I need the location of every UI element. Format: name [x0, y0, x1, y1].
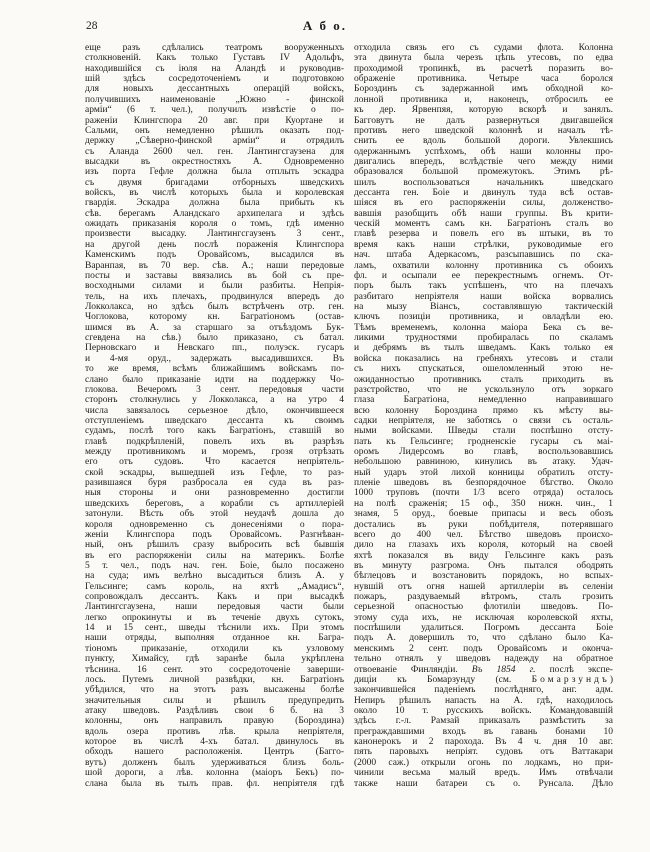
text-line: поръ былъ такъ успѣшенъ, что на плечахъ — [354, 281, 613, 292]
text-line: затонули. Вѣсть объ этой неудачѣ дошла до — [85, 509, 344, 520]
text-line: ными войсками. Шведы стали поспѣшно отсту- — [354, 426, 613, 437]
text-line: шведскихъ береговъ, а корабли съ артиллеріей — [85, 498, 344, 509]
text-line: одержаннымъ успѣхомъ, обѣ наши колонны про- — [354, 146, 613, 157]
running-head: А б о. — [302, 18, 348, 33]
text-line: образовался большой промежутокъ. Этимъ рѣ- — [354, 167, 613, 178]
text-line: на полѣ сраженія; 15 оф., 350 нижн. чин., 1 — [354, 498, 613, 509]
text-line: пленіе шведовъ въ безпорядочное бѣгство. Около — [354, 478, 613, 489]
text-line: дило на глазахъ ихъ короля, который на своей — [354, 540, 613, 551]
text-line: его отъ судовъ. Что касается непріятель- — [85, 457, 344, 468]
text-line: вавшія разобщить обѣ наши группы. Въ крити- — [354, 208, 613, 219]
text-line: сѣв. берегамъ Аландскаго архипелага и здѣсь — [85, 208, 344, 219]
text-line: здѣсь г.-л. Рамзай приказалъ размѣстить за — [354, 716, 613, 727]
text-line: Тѣмъ временемъ, колонна маіора Бека съ ве- — [354, 322, 613, 333]
text-line: женіи Клингспора подъ Оровайсомъ. Разгнѣван- — [85, 529, 344, 540]
text-line: сопровождалъ дессантъ. Какъ и при высадкѣ — [85, 592, 344, 603]
text-line: шилъ воспользоваться начальникъ шведскаго — [354, 177, 613, 188]
text-line: слано было приказаніе идти на поддержку Чо- — [85, 374, 344, 385]
text-line: обходъ нашего расположенія. Центръ (Багго- — [85, 747, 344, 758]
text-line: противъ него шведской колоннѣ и началъ тѣ- — [354, 125, 613, 136]
text-columns — [85, 43, 613, 789]
text-line: столкновеній. Какъ только Густавъ IV Адольфъ, — [85, 53, 344, 64]
text-segment: послѣ экспе- — [535, 664, 613, 675]
text-line: съ Аланда 2600 чел. ген. Лантингсгаузена для — [85, 146, 344, 157]
text-line: около 10 т. русскихъ войскъ. Командовавшій — [354, 706, 613, 716]
text-line: на другой день послѣ пораженія Клингспора — [85, 239, 344, 250]
text-line: разстройство, что не ускользнуло отъ зоркаго — [354, 384, 613, 395]
text-line: подъ А. довершилъ то, что сдѣлано было Ка- — [354, 633, 613, 644]
text-line: (2000 саж.) открыли огонь по лодкамъ, но при- — [354, 757, 613, 768]
text-line: Перновскаго и Невскаго пп., полуэск. гусаръ — [85, 343, 344, 354]
text-line: въ его распоряженіи силы на материкъ. Болѣе — [85, 550, 344, 561]
text-line: для новыхъ дессантныхъ операцій войскъ, — [85, 84, 344, 95]
text-line: войскъ, въ числѣ которыхъ была и королевская — [85, 188, 344, 199]
text-line: главѣ подкрѣпленій, повелъ ихъ въ разрѣзъ — [85, 436, 344, 447]
text-line: Варанпая, въ 70 вер. сѣв. А.; наши передовые — [85, 260, 344, 271]
text-line: серьезной опасностью флотиліи шведовъ. По- — [354, 602, 613, 613]
text-line: и 4-мя оруд., задержать высадившихся. Въ — [85, 353, 344, 364]
text-line: въ минуту разгрома. Онъ пытался ободрять — [354, 560, 613, 571]
text-line: легко опрокинуты и въ теченіе двухъ сутокъ, — [85, 612, 344, 623]
text-line: ный ударъ этой лихой конницы обратилъ отсту- — [354, 467, 613, 478]
text-line: пожаръ, раздуваемый вѣтромъ, сталъ грозить — [354, 592, 613, 603]
text-line: закончившейся паденіемъ послѣдняго, анг. адм. — [354, 685, 613, 696]
text-line: снить ее вдоль большой дороги. Увлекшись — [354, 136, 613, 147]
text-line: тѣснина. 16 сент. это сосредоточеніе заверши- — [85, 664, 344, 675]
text-line: нувшій отъ огня нашей артиллеріи въ селеніи — [354, 581, 613, 592]
text-line: колонны, онъ направилъ правую (Бороздина) — [85, 716, 344, 727]
text-line: отходила связь его съ судами флота. Колонна — [354, 43, 613, 53]
text-line — [354, 665, 613, 675]
text-line: 14 и 15 сент., шведы тѣснили ихъ. При этомъ — [85, 623, 344, 634]
text-line: бѣглецовъ и возстановить порядокъ, но вспых- — [354, 571, 613, 582]
text-line: высадки въ окрестностяхъ А. Одновременно — [85, 156, 344, 167]
text-line: держку „Сѣверно-финской арміи“ и отрядилъ — [85, 136, 344, 147]
text-line: эта двинута была черезъ цѣпь утесовъ, по едва — [354, 53, 613, 64]
text-line: вутъ) долженъ былъ удерживаться близъ боль- — [85, 757, 344, 768]
text-line: дессанта ген. Боіе и двинулъ туда всѣ остав- — [354, 188, 613, 199]
text-segment: отвоеваніе Финляндіи. — [354, 664, 472, 675]
text-line: атаку шведовъ. Раздѣливъ свои 6 б. на 3 — [85, 706, 344, 716]
text-line: знамя, 5 оруд., боевые припасы и весь обозъ — [354, 509, 613, 520]
text-line: между противникомъ и моремъ, грозя отрѣзать — [85, 447, 344, 458]
text-line: двигались впередъ, вслѣдствіе чего между ними — [354, 156, 613, 167]
text-line: менскимъ 2 сент. подъ Оровайсомъ и оконча- — [354, 643, 613, 654]
text-line: судамъ, послѣ того какъ Багратіонъ, ставшій во — [85, 426, 344, 437]
text-line: этому суда ихъ, не исключая королевской яхты, — [354, 612, 613, 623]
text-line: достались въ руки побѣдителя, потерявшаго — [354, 519, 613, 530]
text-line: ключъ позиціи противника, и овладѣли ею. — [354, 312, 613, 323]
text-line: убѣдился, что на этотъ разъ высажены болѣе — [85, 685, 344, 696]
text-line: шой дороги, а лѣв. колонна (маіоръ Бекъ) по- — [85, 768, 344, 779]
text-line: ликими трудностями пробиралась по скаламъ — [354, 333, 613, 344]
page-number: 28 — [86, 20, 98, 32]
text-line: разбитаго непріятеля наши войска ворвались — [354, 291, 613, 302]
text-line: ный, онъ рѣшилъ сразу выбросить всѣ бывшія — [85, 540, 344, 551]
text-line: сторонъ столкнулись у Локколакса, а на утро 4 — [85, 395, 344, 406]
text-line: шій здѣсь сосредоточеніемъ и подготовкою — [85, 74, 344, 85]
text-line: ческій моментъ самъ кн. Багратіонъ сталъ во — [354, 219, 613, 230]
text-line: пать къ Гельсинге; гродненскіе гусары съ маі- — [354, 436, 613, 447]
text-line: отступленіемъ шведскаго дессанта къ своимъ — [85, 415, 344, 426]
text-line: оромъ Лидерсомъ во главѣ, воспользовавшись — [354, 447, 613, 458]
text-line: войска показались на гребняхъ утесовъ и стали — [354, 353, 613, 364]
text-line: пять паровыхъ непріят. судовъ отъ Ваттакари — [354, 747, 613, 758]
text-line: 1000 труповъ (почти 1/3 всего отряда) осталось — [354, 488, 613, 499]
text-line: поспѣшили удалиться. Погромъ дессанта Боіе — [354, 623, 613, 634]
text-line: ныя стороны и они разновременно достигли — [85, 488, 344, 499]
text-line: произвести высадку. Лантингсгаузенъ 3 сент., — [85, 229, 344, 240]
text-line: Лантингсгаузена, наши передовыя части были — [85, 602, 344, 613]
text-line: глокова. Вечеромъ 3 сент. передовыя части — [85, 384, 344, 395]
text-line: наши отряды, выполняя отданное кн. Багра- — [85, 633, 344, 644]
text-segment: диціи къ Бомарзунду (см. — [354, 674, 532, 685]
text-line: короля одновременно съ донесеніями о пора- — [85, 519, 344, 530]
text-line: яхтѣ показался въ виду Гельсинге какъ разъ — [354, 550, 613, 561]
text-line: канонерокъ и 2 парохода. Въ 4 ч. дня 10 авг. — [354, 737, 613, 748]
text-line: ской эскадры, вышедшей изъ Гефле, то раз- — [85, 467, 344, 478]
text-line: раженіи Клингспора 20 авг. при Куортане и — [85, 115, 344, 126]
text-line: чинили весьма малый вредъ. Имъ отвѣчали — [354, 768, 613, 779]
text-line: съ нихъ спускаться, ошеломленный этою не- — [354, 364, 613, 375]
text-segment: ) — [609, 674, 613, 685]
spaced-text: Бомарзундъ — [531, 674, 610, 685]
text-line: тіономъ приказаніе, отходили къ узловому — [85, 643, 344, 654]
text-line: получившихъ наименованіе „Южно - финской — [85, 94, 344, 105]
text-column-left — [85, 43, 344, 789]
text-line: вдоль озера противъ лѣв. крыла непріятеля, — [85, 726, 344, 737]
text-line: то же время, всѣмъ ближайшимъ войскамъ по- — [85, 364, 344, 375]
text-line: пункту, Химайсу, гдѣ заранѣе была укрѣплена — [85, 654, 344, 665]
text-line — [354, 675, 613, 685]
text-line: проходимой тропинкѣ, въ расчетѣ поразить во- — [354, 63, 613, 74]
text-line: къ дер. Ярвенпяя, которую вскорѣ и занялъ. — [354, 105, 613, 116]
text-line: числа завязалось серьезное дѣло, окончившееся — [85, 405, 344, 416]
text-line: съ двумя бригадами отборныхъ шведскихъ — [85, 177, 344, 188]
text-line: шіяся въ его распоряженіи силы, долженство- — [354, 198, 613, 209]
text-line: ображеніе противника. Четыре часа боролся — [354, 74, 613, 85]
italic-text: Въ 1854 г. — [471, 664, 536, 675]
text-line: на мызу Віансъ, составлявшую тактическій — [354, 301, 613, 312]
text-line: ожиданностью противникъ сталъ приходить въ — [354, 374, 613, 385]
text-line: и дебрямъ въ тылъ шведамъ. Какъ только ея — [354, 343, 613, 354]
text-line: главѣ резерва и повелъ его въ штыки, въ то — [354, 229, 613, 240]
text-line: глаза Багратіона, немедленно направившаго — [354, 395, 613, 406]
text-line: посты и заставы ввязались въ бой съ пре- — [85, 270, 344, 281]
text-line: Чоглокова, которому кн. Багратіономъ (остав- — [85, 312, 344, 323]
text-line: лось. Путемъ личной развѣдки, кн. Багратіонъ — [85, 674, 344, 685]
text-line: небольшою равниною, кинулись въ атаку. Удач- — [354, 457, 613, 468]
text-line: находившійся съ іюля на Аландѣ и руководив- — [85, 63, 344, 74]
text-line: время какъ наши стрѣлки, руководимые его — [354, 239, 613, 250]
text-line: всего до 400 чел. Бѣгство шведовъ происхо- — [354, 529, 613, 540]
text-line: которое въ числѣ 4-хъ батал. двинулось въ — [85, 737, 344, 748]
text-line: лонной противника и, наконецъ, отбросилъ ее — [354, 94, 613, 105]
text-line: Бороздинъ съ задержанной имъ обходной ко- — [354, 84, 613, 95]
text-line: значительныя силы и рѣшилъ предупредить — [85, 695, 344, 706]
text-line: Гельсинге; самъ король, на яхтѣ „Амадисъ“, — [85, 581, 344, 592]
text-line: сгевдена на сѣв.) было приказано, съ батал. — [85, 333, 344, 344]
text-line: изъ порта Гефле должна была отплыть эскадра — [85, 167, 344, 178]
text-line: арміи“ (6 т. чел.), получилъ извѣстіе о по- — [85, 105, 344, 116]
text-line: восходными силами и были разбиты. Непрія- — [85, 281, 344, 292]
text-line: Сальми, онъ немедленно рѣшилъ оказать под- — [85, 125, 344, 136]
text-column-right — [354, 43, 613, 789]
text-line: тель, на ихъ плечахъ, продвинулся впередъ до — [85, 291, 344, 302]
text-line: Локколакса, но здѣсь былъ встрѣченъ отр. ген. — [85, 301, 344, 312]
text-line: 5 т. чел., подъ нач. ген. Боіе, было посажено — [85, 560, 344, 571]
text-line: нач. штаба Адеркасомъ, разсыпавшись по ска- — [354, 250, 613, 261]
text-line: всю колонну Бороздина прямо къ мѣсту вы- — [354, 405, 613, 416]
text-line: фл. и осыпали ее перекрестнымъ огнемъ. От- — [354, 270, 613, 281]
text-line: шимся въ А. за старшаго за отъѣздомъ Бук- — [85, 322, 344, 333]
text-line: слана была въ тылъ прав. фл. непріятеля гдѣ — [85, 778, 344, 789]
text-line: ожидать приказанія короля о томъ, гдѣ именно — [85, 219, 344, 230]
text-line: разившаяся буря разбросала ея суда въ раз- — [85, 478, 344, 489]
text-line: преграждавшими входъ въ гавань бонами 10 — [354, 726, 613, 737]
text-line: также наши батареи съ о. Рунсала. Дѣло — [354, 778, 613, 789]
text-line: еще разъ сдѣлались театромъ вооруженныхъ — [85, 43, 344, 53]
text-line: ламъ, охватили колонну противника съ обоихъ — [354, 260, 613, 271]
text-line: Непиръ рѣшилъ напасть на А. гдѣ, находилось — [354, 695, 613, 706]
text-line: тельно отнялъ у шведовъ надежду на обратное — [354, 654, 613, 665]
text-line: садки непріятеля, не заботясь о связи съ осталь- — [354, 415, 613, 426]
text-line: гвардія. Эскадра должна была прибыть къ — [85, 198, 344, 209]
text-line: Каменскимъ подъ Оровайсомъ, высадился въ — [85, 250, 344, 261]
text-line: Багговутъ не далъ развернуться двигавшейся — [354, 115, 613, 126]
text-line: на суда; имъ велѣно высадиться близъ А. у — [85, 571, 344, 582]
